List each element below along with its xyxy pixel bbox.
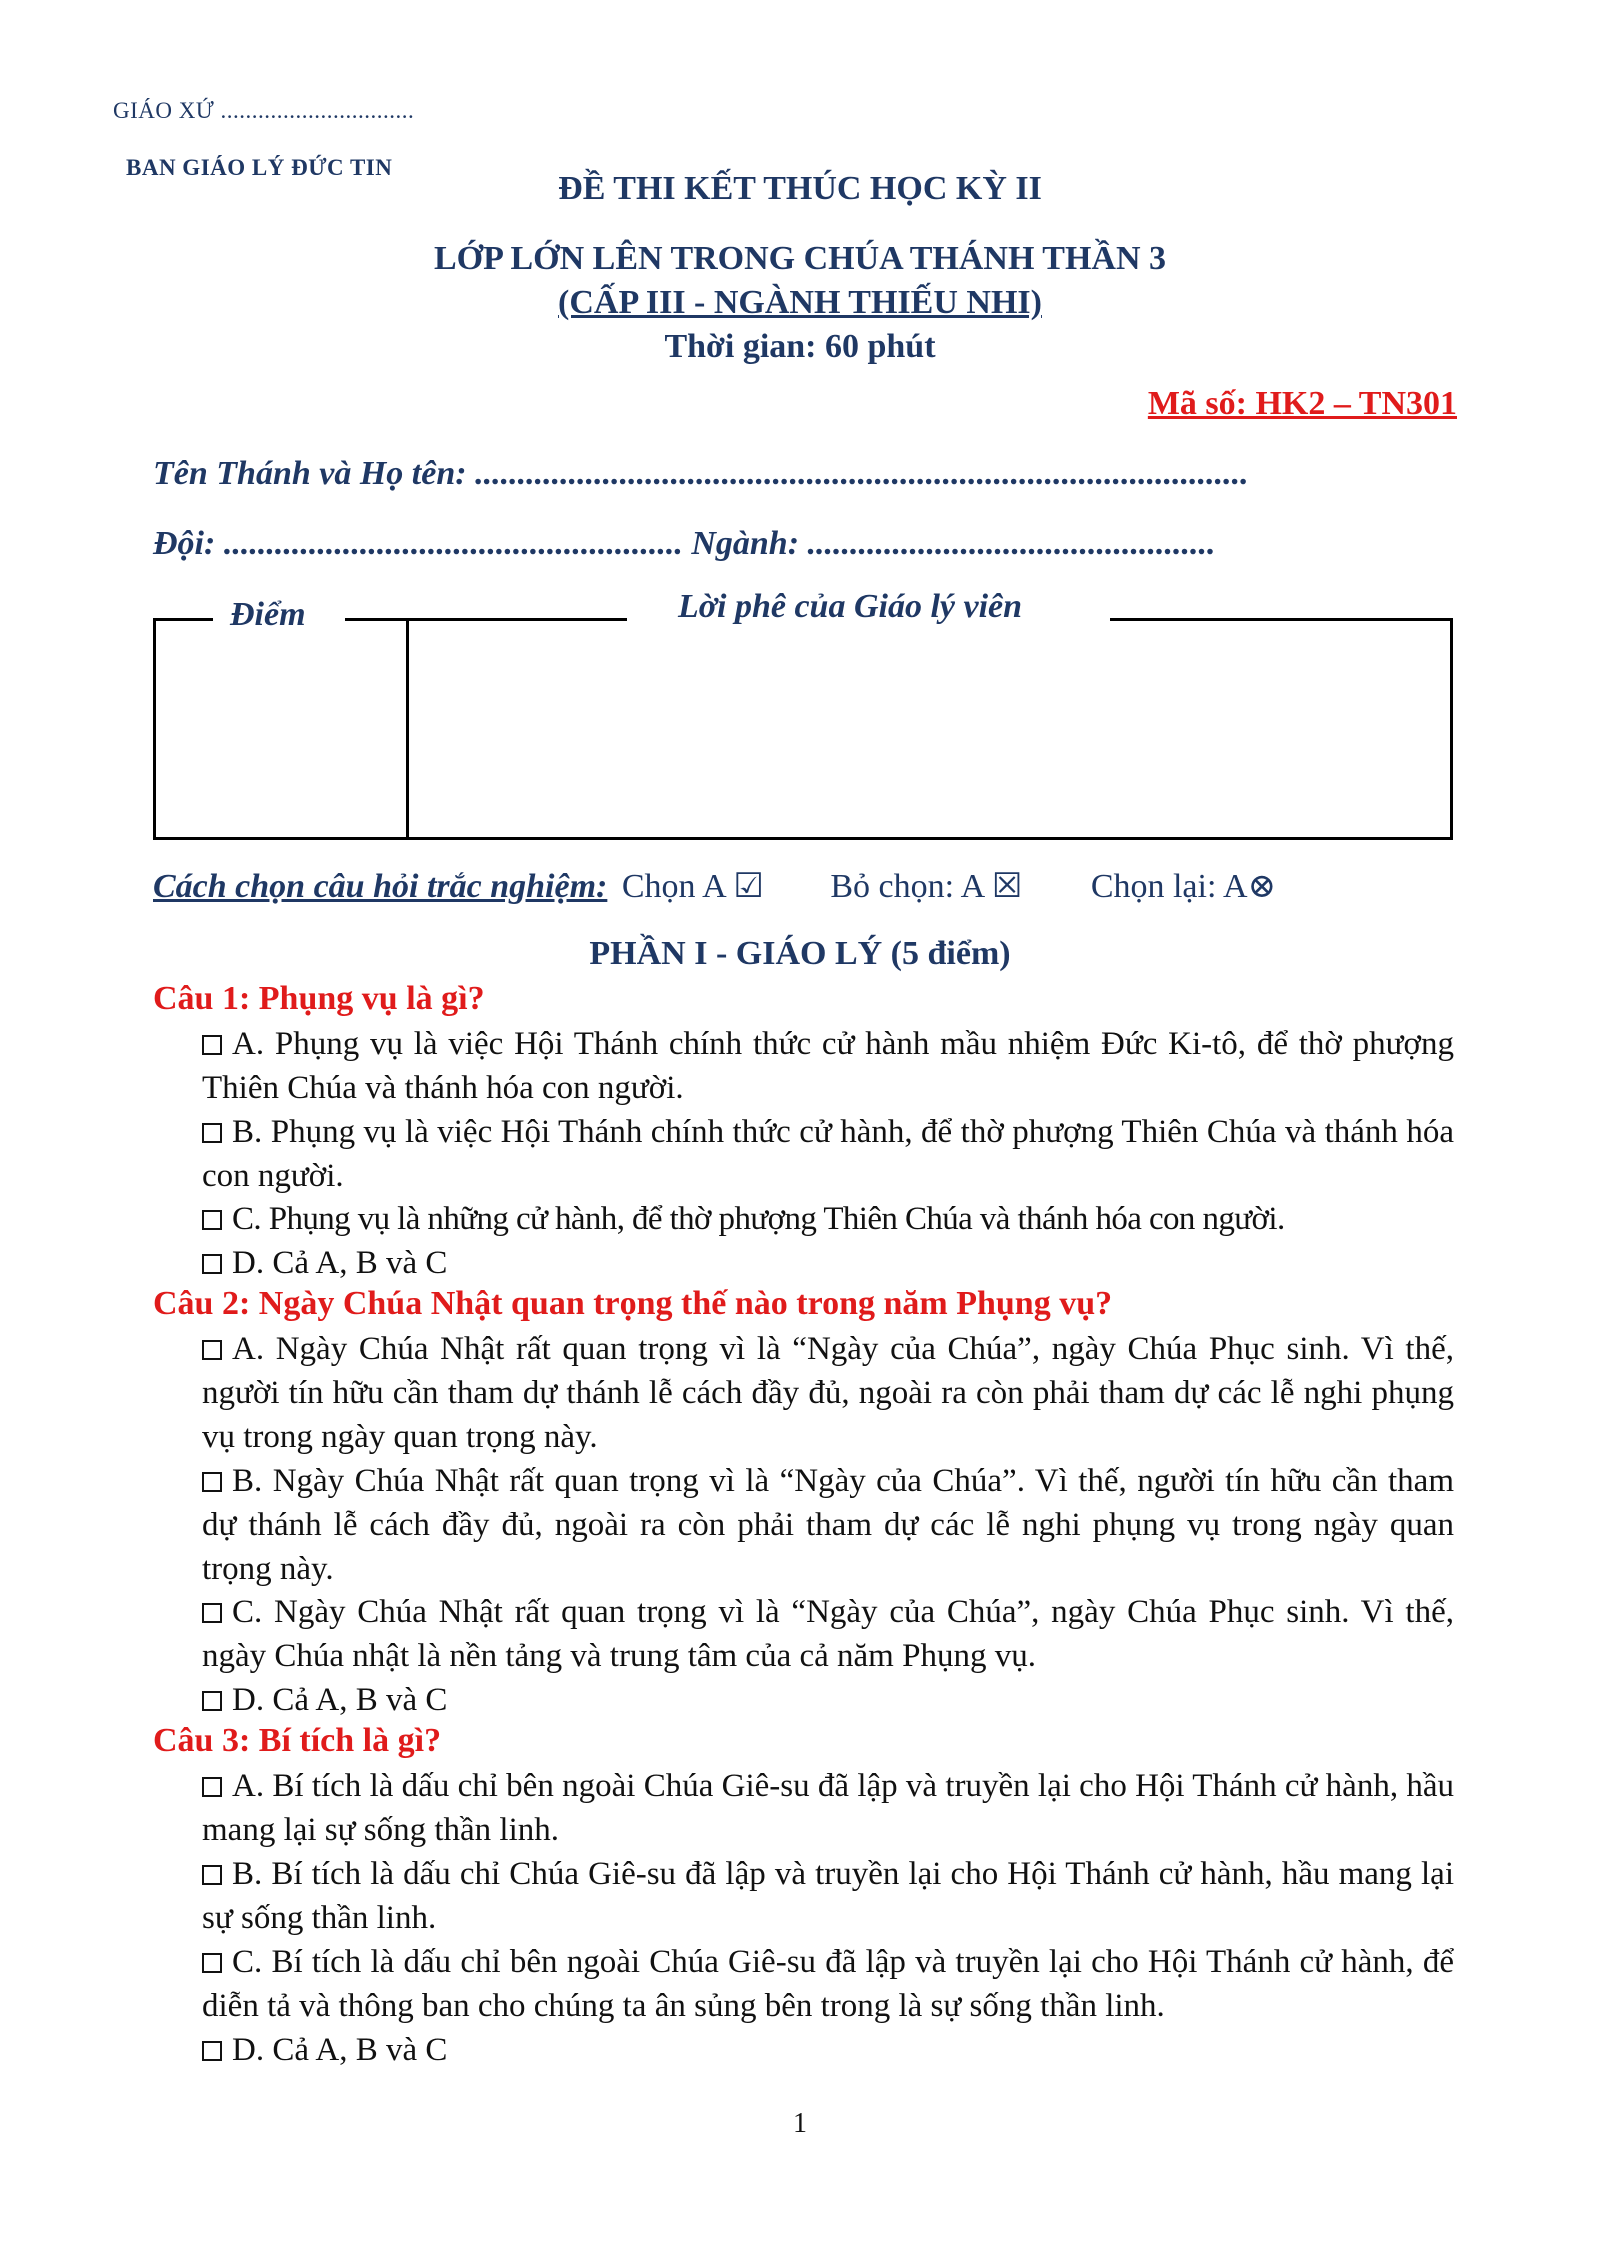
option-text: C. Ngày Chúa Nhật rất quan trọng vì là “Ngày của Chúa”, ngày Chúa Phục sinh. Vì thế, ngày Chúa nhật là nền tảng và trung tâm của cả năm Phụng vụ. bbox=[202, 1594, 1454, 1674]
question-2-option-d[interactable] bbox=[202, 1678, 1454, 1722]
instruction-deselect: Bỏ chọn: A ☒ bbox=[830, 868, 1023, 905]
checkbox-icon[interactable] bbox=[202, 1123, 222, 1143]
page-number: 1 bbox=[793, 2108, 807, 2139]
grading-box-top-right bbox=[1110, 618, 1453, 621]
checkbox-icon[interactable] bbox=[202, 2041, 222, 2061]
option-text: C. Bí tích là dấu chỉ bên ngoài Chúa Giê-su đã lập và truyền lại cho Hội Thánh cử hành, để diễn tả và thông ban cho chúng ta ân sủng bên trong là sự sống thần linh. bbox=[202, 1944, 1454, 2024]
exam-code: Mã số: HK2 – TN301 bbox=[1147, 385, 1457, 422]
question-3-title: Câu 3: Bí tích là gì? bbox=[153, 1722, 442, 1759]
option-text: D. Cả A, B và C bbox=[232, 1245, 448, 1281]
instructions-label: Cách chọn câu hỏi trắc nghiệm: bbox=[153, 868, 608, 905]
option-text: D. Cả A, B và C bbox=[232, 2032, 448, 2068]
exam-title: ĐỀ THI KẾT THÚC HỌC KỲ II bbox=[558, 170, 1042, 207]
option-text: A. Bí tích là dấu chỉ bên ngoài Chúa Giê-su đã lập và truyền lại cho Hội Thánh cử hành, hầu mang lại sự sống thần linh. bbox=[202, 1768, 1454, 1848]
question-2-title: Câu 2: Ngày Chúa Nhật quan trọng thế nào trong năm Phụng vụ? bbox=[153, 1285, 1113, 1322]
grading-box-divider bbox=[406, 618, 409, 840]
checkbox-icon[interactable] bbox=[202, 1691, 222, 1711]
question-2-option-c[interactable] bbox=[202, 1590, 1454, 1678]
checkbox-icon[interactable] bbox=[202, 1340, 222, 1360]
score-field[interactable] bbox=[160, 622, 403, 836]
parish-line: GIÁO XỨ ............................... bbox=[113, 98, 415, 123]
instruction-reselect: Chọn lại: A⊗ bbox=[1090, 868, 1277, 905]
checkbox-icon[interactable] bbox=[202, 1865, 222, 1885]
option-text: B. Ngày Chúa Nhật rất quan trọng vì là “Ngày của Chúa”. Vì thế, người tín hữu cần tham dự thánh lễ cách đầy đủ, ngoài ra còn phải tham dự các lễ nghi phụng vụ trong ngày quan trọng này. bbox=[202, 1463, 1454, 1587]
checkbox-icon[interactable] bbox=[202, 1472, 222, 1492]
checkbox-icon[interactable] bbox=[202, 1254, 222, 1274]
option-text: B. Bí tích là dấu chỉ Chúa Giê-su đã lập và truyền lại cho Hội Thánh cử hành, hầu mang lại sự sống thần linh. bbox=[202, 1856, 1454, 1936]
class-level: (CẤP III - NGÀNH THIẾU NHI) bbox=[558, 284, 1042, 321]
exam-duration: Thời gian: 60 phút bbox=[664, 328, 936, 365]
question-3-option-a[interactable] bbox=[202, 1764, 1454, 1852]
option-text: D. Cả A, B và C bbox=[232, 1682, 448, 1718]
instruction-select: Chọn A ☑ bbox=[621, 868, 764, 905]
question-2-option-a[interactable] bbox=[202, 1327, 1454, 1459]
class-name: LỚP LỚN LÊN TRONG CHÚA THÁNH THẦN 3 bbox=[433, 240, 1167, 277]
checkbox-icon[interactable] bbox=[202, 1210, 222, 1230]
answer-instructions bbox=[153, 866, 1276, 906]
question-1-option-a[interactable] bbox=[202, 1022, 1454, 1110]
checkbox-icon[interactable] bbox=[202, 1953, 222, 1973]
question-1-option-c[interactable] bbox=[202, 1197, 1454, 1241]
question-2-option-b[interactable] bbox=[202, 1459, 1454, 1591]
student-team-line[interactable]: Đội: ...................................................... Ngành: ................................................ bbox=[153, 525, 1216, 562]
option-text: A. Ngày Chúa Nhật rất quan trọng vì là “Ngày của Chúa”, ngày Chúa Phục sinh. Vì thế, người tín hữu cần tham dự thánh lễ cách đầy đủ, ngoài ra còn phải tham dự các lễ nghi phụng vụ trong ngày quan trọng này. bbox=[202, 1331, 1454, 1455]
option-text: C. Phụng vụ là những cử hành, để thờ phượng Thiên Chúa và thánh hóa con người. bbox=[232, 1201, 1285, 1237]
question-3-option-d[interactable] bbox=[202, 2028, 1454, 2072]
question-3-option-b[interactable] bbox=[202, 1852, 1454, 1940]
score-label: Điểm bbox=[230, 596, 306, 633]
teacher-comment-label: Lời phê của Giáo lý viên bbox=[678, 588, 1023, 625]
checkbox-icon[interactable] bbox=[202, 1035, 222, 1055]
section-title: PHẦN I - GIÁO LÝ (5 điểm) bbox=[589, 935, 1011, 972]
checkbox-icon[interactable] bbox=[202, 1777, 222, 1797]
option-text: B. Phụng vụ là việc Hội Thánh chính thức cử hành, để thờ phượng Thiên Chúa và thánh hóa con người. bbox=[202, 1114, 1454, 1194]
question-1-option-d[interactable] bbox=[202, 1241, 1454, 1285]
question-1-title: Câu 1: Phụng vụ là gì? bbox=[153, 980, 485, 1017]
student-name-line[interactable]: Tên Thánh và Họ tên: ........................................................................................... bbox=[153, 455, 1249, 492]
question-1-option-b[interactable] bbox=[202, 1110, 1454, 1198]
grading-box-top-middle bbox=[345, 618, 627, 621]
checkbox-icon[interactable] bbox=[202, 1603, 222, 1623]
teacher-comment-field[interactable] bbox=[412, 622, 1450, 836]
option-text: A. Phụng vụ là việc Hội Thánh chính thức cử hành mầu nhiệm Đức Ki-tô, để thờ phượng Thiên Chúa và thánh hóa con người. bbox=[202, 1026, 1454, 1106]
grading-box-top-left bbox=[153, 618, 213, 621]
catechism-board: BAN GIÁO LÝ ĐỨC TIN bbox=[126, 155, 393, 180]
question-3-option-c[interactable] bbox=[202, 1940, 1454, 2028]
